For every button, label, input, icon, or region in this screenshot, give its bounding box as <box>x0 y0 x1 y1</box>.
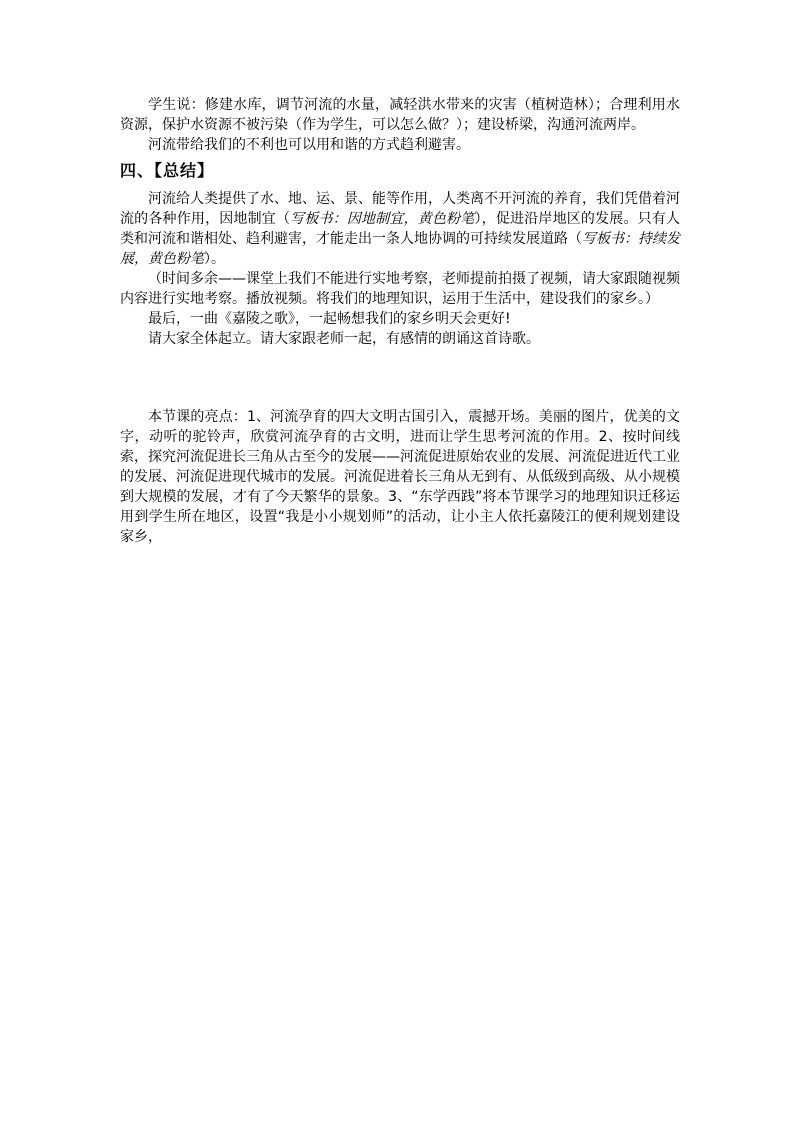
song-paragraph: 最后，一曲《嘉陵之歌》，一起畅想我们的家乡明天会更好! <box>148 311 511 327</box>
extra-time-paragraph: （时间多余——课堂上我们不能进行实地考察，老师提前拍摄了视频，请大家跟随视频内容进行实地考察。播放视频。将我们的地理知识，运用于生活中，建设我们的家乡。） <box>120 271 680 307</box>
recite-paragraph: 请大家全体起立。请大家跟老师一起，有感情的朗诵这首诗歌。 <box>148 331 540 347</box>
summary-text-c: ）。 <box>204 251 225 267</box>
highlights-paragraph: 本节课的亮点：1、河流孕育的四大文明古国引入，震撼开场。美丽的图片，优美的文字，动听的驼铃声，欣赏河流孕育的古文明，进而让学生思考河流的作用。2、按时间线索，探究河流促进长三角从古至今的发展——河流促进原始农业的发展、河流促进近代工业的发展、河流促进现代城市的发展。河流促进着长三角从无到有、从低级到高级、从小规模到大规模的发展，才有了今天繁华的景象。3、“东学西践”将本节课学习的地理知识迁移运用到学生所在地区，设置“我是小小规划师”的活动，让小主人依托嘉陵江的便利规划建设家乡， <box>120 409 680 545</box>
board-note-2: 写板书：持续发展，黄色粉笔 <box>120 231 680 267</box>
blank-spacer <box>120 349 680 407</box>
river-harm-paragraph: 河流带给我们的不利也可以用和谐的方式趋利避害。 <box>148 137 470 153</box>
summary-text-b: ），促进沿岸地区的发展。只有人类和河流和谐相处、趋利避害，才能走出一条人地协调的可持续发展道路（ <box>120 211 681 247</box>
document-body <box>120 95 680 547</box>
summary-paragraph <box>120 189 680 269</box>
summary-heading: 四、【总结】 <box>120 161 215 180</box>
summary-text-a: 河流给人类提供了水、地、运、景、能等作用，人类离不开河流的养育，我们凭借着河流的各种作用，因地制宜（ <box>120 191 680 227</box>
student-answer-paragraph: 学生说：修建水库，调节河流的水量，减轻洪水带来的灾害（植树造林）；合理利用水资源，保护水资源不被污染（作为学生，可以怎么做？）；建设桥梁，沟通河流两岸。 <box>120 97 680 133</box>
board-note-1: 写板书：因地制宜，黄色粉笔 <box>290 211 475 227</box>
